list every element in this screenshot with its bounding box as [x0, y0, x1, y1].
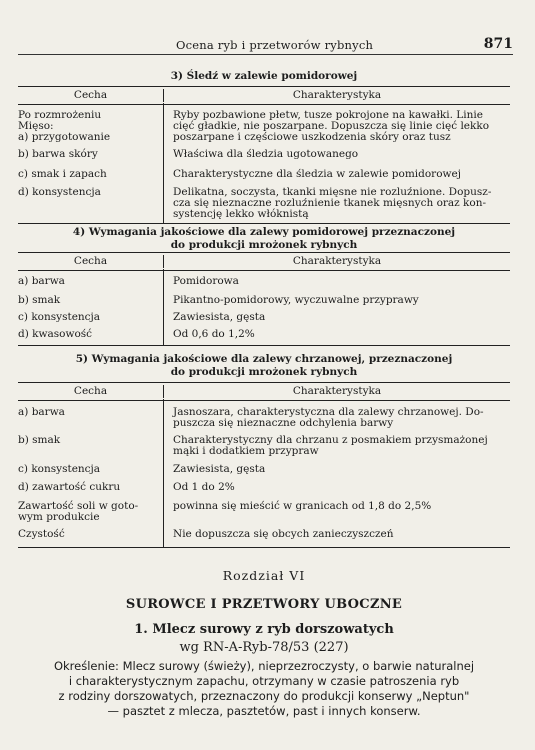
running-header	[18, 36, 513, 55]
chapter-heading: Rozdział VI	[222, 568, 306, 583]
header-charakterystyka: Charakterystyka	[163, 385, 510, 398]
header-cecha: Cecha	[73, 89, 108, 101]
table-header	[18, 382, 510, 401]
table-section-5: Cecha Charakterystyka a) barwa Jasnoszara, charakterystyczna dla zalewy chrzanowej. Do- puszcza się nieznaczne odchylenia barwy b) smak Charakterystyczny dla chrzanu z posmakiem przysmażonej mąki i dodatkiem przypraw c) konsystencja Zawiesista, gęsta d) zawartość cukru Od 1 do 2% Zawartość soli w goto- wym produkcie powinna się mieścić w granicach od 1,8 do 2,5% Czystość Nie dopuszcza się obcych zanieczyszczeń	[18, 382, 510, 548]
table-bottom-rule	[18, 223, 510, 224]
running-title: Ocena ryb i przetworów rybnych	[176, 38, 374, 52]
header-charakterystyka: Charakterystyka	[163, 255, 510, 268]
table-header	[18, 252, 510, 271]
table-section-3: Cecha Charakterystyka Po rozmrożeniu Mięso: a) przygotowanie Ryby pozbawione płetw, tusze pokrojone na kawałki. Linie cięć gładkie, nie poszarpane. Dopuszcza się linie cięć lekko poszarpane i częściowe uszkodzenia skóry oraz tusz b) barwa skóry Właściwa dla śledzia ugotowanego c) smak i zapach Charakterystyczne dla śledzia w zalewie pomidorowej d) konsystencja Delikatna, soczysta, tkanki mięsne nie rozluźnione. Dopusz- cza się nieznaczne rozluźnienie tkanek mięsnych oraz kon- systencję lekko włóknistą	[18, 86, 510, 224]
header-cecha: Cecha	[73, 255, 108, 267]
table-bottom-rule	[18, 547, 510, 548]
section-4-title: 4) Wymagania jakościowe dla zalewy pomidorowej przeznaczonej do produkcji mrożonek rybnych	[72, 226, 456, 251]
column-divider	[163, 103, 164, 223]
subsection-title: 1. Mlecz surowy z ryb dorszowatych	[134, 622, 394, 637]
page-number: 871	[483, 36, 513, 52]
header-charakterystyka: Charakterystyka	[163, 89, 510, 102]
column-divider	[163, 269, 164, 345]
section-5-title: 5) Wymagania jakościowe dla zalewy chrzanowej, przeznaczonej do produkcji mrożonek rybnych	[75, 353, 453, 378]
table-section-4: Cecha Charakterystyka a) barwa Pomidorowa b) smak Pikantno-pomidorowy, wyczuwalne przyprawy c) konsystencja Zawiesista, gęsta d) kwasowość Od 0,6 do 1,2%	[18, 252, 510, 346]
header-cecha: Cecha	[73, 385, 108, 397]
table-header	[18, 86, 510, 105]
column-divider	[163, 399, 164, 547]
subsection-norm: wg RN-A-Ryb-78/53 (227)	[179, 640, 349, 655]
part-title: SUROWCE I PRZETWORY UBOCZNE	[125, 597, 403, 612]
definition-paragraph: Określenie: Mlecz surowy (świeży), nieprzezroczysty, o barwie naturalnej i charakterystycznym zapachu, otrzymany w czasie patroszenia ryb z rodziny dorszowatych, przeznaczony do produkcji konserwy „Neptun" — pasztet z mlecza, pasztetów, past i innych konserw.	[53, 659, 475, 718]
table-bottom-rule	[18, 345, 510, 346]
section-3-title: 3) Śledź w zalewie pomidorowej	[170, 70, 358, 82]
